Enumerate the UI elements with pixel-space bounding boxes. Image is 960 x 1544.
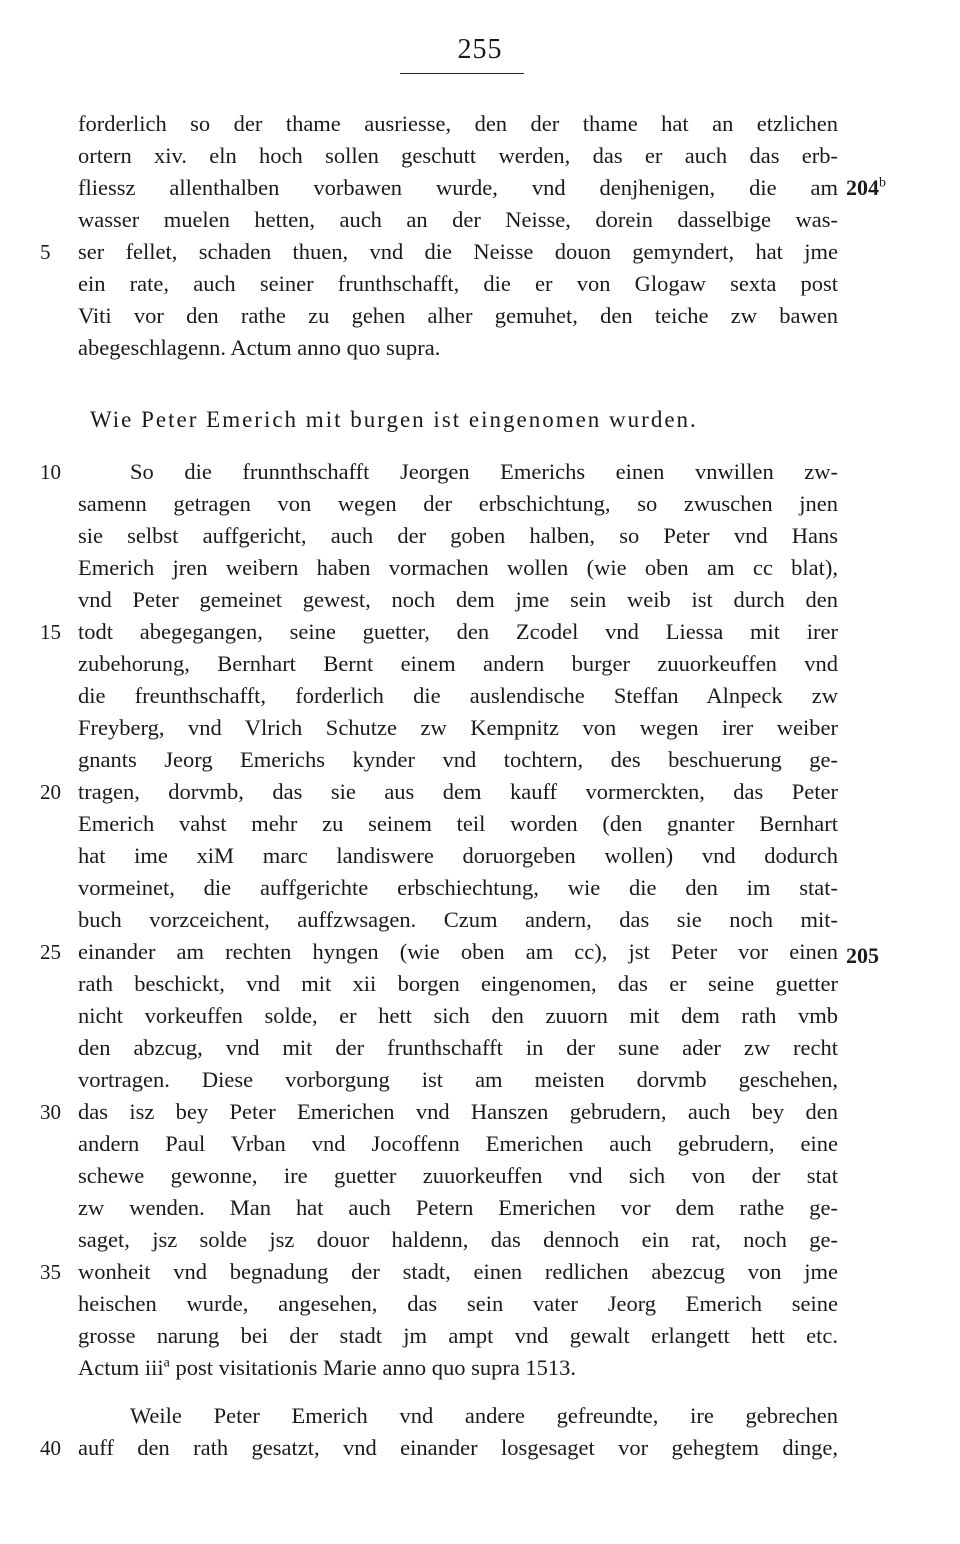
margin-note-204b (846, 172, 886, 204)
text-line: auff den rath gesatzt, vnd einander losgesaget vor gehegtem dinge, (78, 1435, 838, 1460)
text-line: zubehorung, Bernhart Bernt einem andern burger zuuorkeuffen vnd (78, 651, 838, 676)
text-line: wasser muelen hetten, auch an der Neisse, dorein dasselbige was- (78, 207, 838, 232)
text-line: ein rate, auch seiner frunthschafft, die er von Glogaw sexta post (78, 271, 838, 296)
text-line: einander am rechten hyngen (wie oben am cc), jst Peter vor einen (78, 939, 838, 964)
text-line: todt abegegangen, seine guetter, den Zcodel vnd Liessa mit irer (78, 619, 838, 644)
text-line: schewe gewonne, ire guetter zuuorkeuffen vnd sich von der stat (78, 1163, 838, 1188)
margin-note-205: 205 (846, 943, 879, 968)
text-line: den abzcug, vnd mit der frunthschafft in der sune ader zw recht (78, 1035, 838, 1060)
actum-rest: post visitationis Marie anno quo supra 1513. (169, 1355, 577, 1380)
text-line: Weile Peter Emerich vnd andere gefreundte, ire gebrechen (130, 1403, 838, 1428)
line-number: 5 (40, 240, 51, 264)
text-line: gnants Jeorg Emerichs kynder vnd tochtern, des beschuerung ge- (78, 747, 838, 772)
text-line: die freunthschafft, forderlich die auslendische Steffan Alnpeck zw (78, 683, 838, 708)
text-line: grosse narung bei der stadt jm ampt vnd gewalt erlangett hett etc. (78, 1323, 838, 1348)
text-line: vormeinet, die auffgerichte erbschiechtung, wie die den im stat- (78, 875, 838, 900)
text-line: Emerich vahst mehr zu seinem teil worden (den gnanter Bernhart (78, 811, 838, 836)
text-line: nicht vorkeuffen solde, er hett sich den zuuorn mit dem rath vmb (78, 1003, 838, 1028)
text-line: wonheit vnd begnadung der stadt, einen redlichen abezcug von jme (78, 1259, 838, 1284)
margin-note-number: 204 (846, 175, 879, 200)
text-line: vortragen. Diese vorborgung ist am meisten dorvmb geschehen, (78, 1067, 838, 1092)
actum-prefix: Actum iii (78, 1355, 164, 1380)
text-line: samenn getragen von wegen der erbschichtung, so zwuschen jnen (78, 491, 838, 516)
line-number: 15 (40, 620, 61, 644)
text-line: heischen wurde, angesehen, das sein vater Jeorg Emerich seine (78, 1291, 838, 1316)
text-line: Freyberg, vnd Vlrich Schutze zw Kempnitz von wegen irer weiber (78, 715, 838, 740)
page-number: 255 (457, 34, 503, 65)
header-rule (400, 73, 524, 74)
margin-note-superscript: b (879, 175, 886, 191)
text-line: tragen, dorvmb, das sie aus dem kauff vormerckten, das Peter (78, 779, 838, 804)
line-number: 35 (40, 1260, 61, 1284)
text-line: forderlich so der thame ausriesse, den der thame hat an etzlichen (78, 111, 838, 136)
text-line: zw wenden. Man hat auch Petern Emerichen vor dem rathe ge- (78, 1195, 838, 1220)
line-number: 40 (40, 1436, 61, 1460)
text-line: saget, jsz solde jsz douor haldenn, das dennoch ein rat, noch ge- (78, 1227, 838, 1252)
actum-superscript: a (163, 1355, 170, 1371)
text-line: Viti vor den rathe zu gehen alher gemuhet, den teiche zw bawen (78, 303, 838, 328)
text-line: sie selbst auffgericht, auch der goben halben, so Peter vnd Hans (78, 523, 838, 548)
line-number: 10 (40, 460, 61, 484)
text-line (78, 1352, 838, 1384)
line-number: 20 (40, 780, 61, 804)
text-line: Emerich jren weibern haben vormachen wollen (wie oben am cc blat), (78, 555, 838, 580)
text-line: abegeschlagenn. Actum anno quo supra. (78, 335, 441, 360)
section-heading: Wie Peter Emerich mit burgen ist eingenomen wurden. (90, 407, 698, 432)
text-line: rath beschickt, vnd mit xii borgen eingenomen, das er seine guetter (78, 971, 838, 996)
text-line: vnd Peter gemeinet gewest, noch dem jme sein weib ist durch den (78, 587, 838, 612)
text-line: hat ime xiM marc landiswere doruorgeben wollen) vnd dodurch (78, 843, 838, 868)
text-line: So die frunnthschafft Jeorgen Emerichs einen vnwillen zw- (130, 459, 838, 484)
text-line: das isz bey Peter Emerichen vnd Hanszen gebrudern, auch bey den (78, 1099, 838, 1124)
text-line: andern Paul Vrban vnd Jocoffenn Emerichen auch gebrudern, eine (78, 1131, 838, 1156)
line-number: 30 (40, 1100, 61, 1124)
text-line: ortern xiv. eln hoch sollen geschutt werden, das er auch das erb- (78, 143, 838, 168)
text-line: buch vorzceichent, auffzwsagen. Czum andern, das sie noch mit- (78, 907, 838, 932)
text-line: ser fellet, schaden thuen, vnd die Neisse douon gemyndert, hat jme (78, 239, 838, 264)
line-number: 25 (40, 940, 61, 964)
text-line: fliessz allenthalben vorbawen wurde, vnd denjhenigen, die am (78, 175, 838, 200)
